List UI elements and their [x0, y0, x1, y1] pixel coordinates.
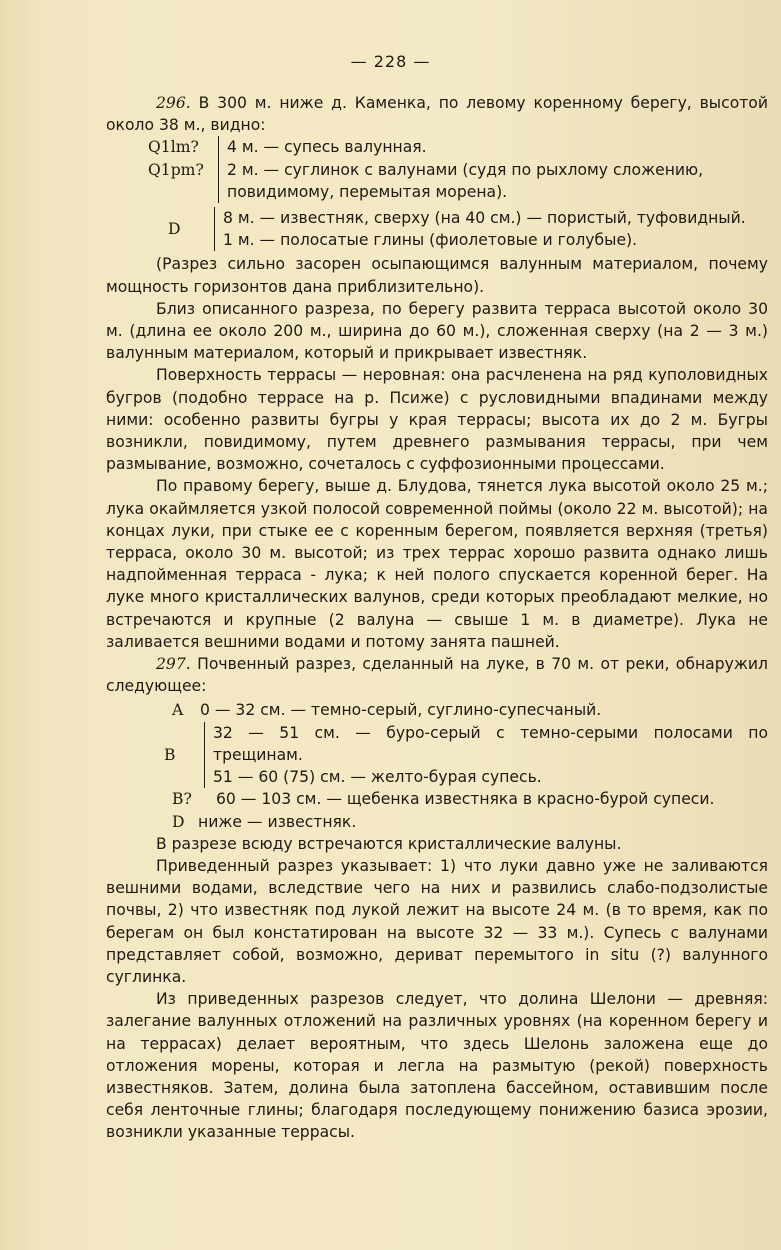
section-296-intro-text: В 300 м. ниже д. Каменка, по левому коренному берегу, высотой около 38 м., видно: — [106, 94, 768, 135]
section-296-intro — [106, 92, 768, 136]
page-number: — 228 — — [350, 52, 431, 71]
layer-code: D — [168, 220, 181, 239]
section-296-note: (Разрез сильно засорен осыпающимся валунным материалом, почему мощность горизонтов дана приблизительно). — [106, 255, 768, 296]
section-number-296: 296. — [156, 94, 191, 112]
horizon-group-b — [164, 722, 768, 789]
horizon-code: A — [172, 701, 184, 720]
paragraph: По правому берегу, выше д. Блудова, тянется лука высотой около 25 м.; лука окаймляется узкой полосой современной поймы (около 22 м. высотой); на концах луки, при стыке ее с коренным берегом, появляется верхняя (третья) терраса, около 30 м. высотой; из трех террас хорошо развита однако лишь надпойменная терраса - лука; к ней полого спускается коренной берег. На луке много кристаллических валунов, среди которых преобладают мелкие, но встречаются и крупные (2 валуна — свыше 1 м. в диаметре). Лука не заливается вешними водами и потому занята пашней. — [106, 477, 768, 651]
layer-desc: 2 м. — суглинок с валунами (судя по рыхлому сложению, повидимому, перемытая морена). — [218, 159, 757, 203]
page-body — [106, 92, 768, 1144]
paragraph: Поверхность террасы — неровная: она расчленена на ряд куполовидных бугров (подобно террасе на р. Псиже) с русловидными впадинами между ними: особенно развиты бугры у края террасы; высота их до 2 м. Бугры возникли, повидимому, путем древнего размывания террасы, при чем размывание, возможно, сочеталось с суффозионными процессами. — [106, 366, 768, 474]
paragraph: В разрезе всюду встречаются кристаллические валуны. — [156, 834, 622, 853]
horizon-desc: 51 — 60 (75) см. — желто-бурая супесь. — [213, 768, 542, 787]
horizon-desc: 32 — 51 см. — буро-серый с темно-серыми полосами по трещинам. — [213, 723, 768, 764]
horizon-d — [172, 811, 768, 833]
layer-q1pm — [148, 159, 768, 203]
layer-desc: 4 м. — супесь валунная. — [218, 136, 427, 158]
section-297-intro — [106, 653, 768, 697]
paragraph: Приведенный разрез указывает: 1) что луки давно уже не заливаются вешними водами, вследствие чего на них и развились слабо-подзолистые почвы, 2) что известняк под лукой лежит на высоте 24 м. (в то время, как по берегам он был констатирован на высоте 32 — 33 м.). Супесь с валунами представляет собой, возможно, дериват перемытого in situ (?) валунного суглинка. — [106, 856, 768, 986]
horizon-desc: 60 — 103 см. — щебенка известняка в красно-бурой супеси. — [216, 790, 715, 809]
paragraph: Из приведенных разрезов следует, что долина Шелони — древняя: залегание валунных отложений на различных уровнях (на коренном берегу и на террасах) делает вероятным, что здесь Шелонь заложена еще до отложения морены, которая и легла на размытую (рекой) поверхность известняков. Затем, долина была затоплена бассейном, оставившим после себя ленточные глины; благодаря последующему понижению базиса эрозии, возникли указанные террасы. — [106, 990, 768, 1142]
horizon-items — [204, 722, 768, 789]
horizon-a — [172, 699, 768, 721]
layer-items — [214, 207, 748, 251]
horizon-desc: 0 — 32 см. — темно-серый, суглино-супесчаный. — [200, 701, 602, 720]
horizon-code: B — [164, 745, 176, 764]
layer-q1lm — [148, 136, 768, 158]
horizon-desc: ниже — известняк. — [198, 812, 357, 831]
layer-code: Q1pm? — [148, 160, 204, 179]
layer-desc: 1 м. — полосатые глины (фиолетовые и голубые). — [223, 231, 638, 250]
horizon-code: B? — [172, 790, 192, 809]
horizon-b2 — [172, 788, 768, 810]
layer-code: Q1lm? — [148, 138, 199, 157]
layer-group-d — [168, 207, 768, 251]
horizon-code: D — [172, 812, 185, 831]
layer-desc: 8 м. — известняк, сверху (на 40 см.) — пористый, туфовидный. — [223, 209, 746, 228]
paragraph: Близ описанного разреза, по берегу развита терраса высотой около 30 м. (длина ее около 200 м., ширина до 60 м.), сложенная сверху (на 2 — 3 м.) валунным материалом, который и прикрывает известняк. — [106, 299, 768, 363]
section-297-intro-text: Почвенный разрез, сделанный на луке, в 70 м. от реки, обнаружил следующее: — [106, 655, 768, 696]
section-number-297: 297. — [156, 655, 191, 674]
